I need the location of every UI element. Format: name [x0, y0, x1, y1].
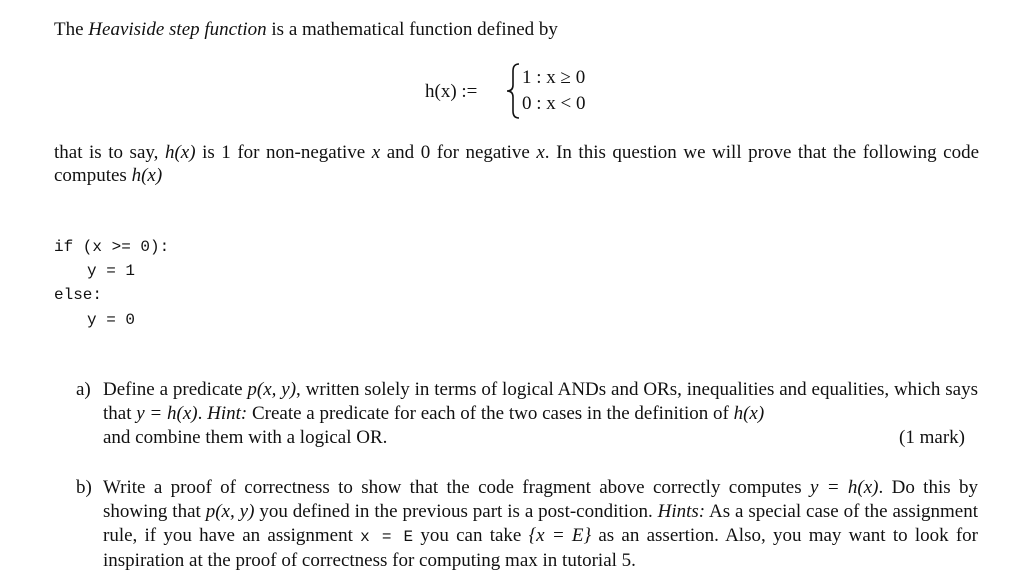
math-x: x	[536, 142, 545, 163]
math-assertion: {x = E}	[528, 525, 592, 546]
question-a-text-4: Create a predicate for each of the two cases in the definition of	[247, 403, 734, 424]
question-a-marks: (1 mark)	[899, 427, 965, 448]
explanation-text-1: that is to say,	[54, 142, 165, 163]
term-heaviside: Heaviside step function	[88, 19, 267, 40]
code-line-assign-0: y = 0	[87, 311, 136, 329]
math-y-equals-h-x: y = h(x)	[809, 477, 879, 498]
math-p-x-y: p(x, y)	[247, 379, 297, 400]
explanation-text-4: . In this question we will prove that the following code computes	[54, 142, 980, 186]
left-brace-icon	[505, 62, 521, 120]
question-a-text-2: , written solely in terms of logical ANDs and ORs, inequalities and equalities, which says that	[103, 379, 978, 424]
math-p-x-y: p(x, y)	[205, 501, 255, 522]
math-x: x	[371, 142, 381, 163]
question-a-text-5: and combine them with a logical OR.	[103, 427, 388, 448]
inline-code-assignment: x = E	[360, 528, 414, 546]
question-a-text-3: .	[197, 403, 208, 424]
question-a-last-line	[103, 426, 965, 450]
question-b-text-6: as an assertion. Also, you may want to look for inspiration at the proof of correctness for computing max in tutorial 5.	[103, 525, 979, 571]
code-line-else: else:	[54, 286, 103, 304]
piecewise-definition	[425, 62, 625, 120]
code-line-if: if (x >= 0):	[54, 238, 170, 256]
explanation-text-2: is 1 for non-negative	[195, 142, 372, 163]
math-h-x: h(x)	[164, 142, 196, 163]
question-a-text-1: Define a predicate	[103, 379, 248, 400]
intro-sentence	[54, 18, 558, 41]
explanation-paragraph	[54, 141, 979, 187]
definition-case-2: 0 : x < 0	[522, 93, 586, 114]
intro-text-1: The	[54, 19, 89, 40]
hints-label: Hints:	[657, 501, 706, 522]
question-b-text-1: Write a proof of correctness to show that the code fragment above correctly computes	[103, 477, 810, 498]
question-b-text-4: As a special case of the assignment rule, if you have an assignment	[103, 501, 978, 546]
question-b-body	[103, 476, 978, 573]
definition-lhs: h(x) :=	[425, 81, 478, 102]
explanation-text-3: and 0 for negative	[380, 142, 537, 163]
intro-text-2: is a mathematical function defined by	[266, 19, 558, 40]
question-b-text-5: you can take	[413, 525, 529, 546]
question-b-text-3: you defined in the previous part is a post-condition.	[254, 501, 658, 522]
math-y-equals-h-x: y = h(x)	[136, 403, 198, 424]
question-b-text-2: . Do this by showing that	[103, 477, 978, 522]
question-b-label: b)	[76, 477, 92, 498]
definition-case-1: 1 : x ≥ 0	[522, 67, 586, 88]
question-a-label: a)	[76, 379, 91, 400]
math-h-x: h(x)	[131, 165, 163, 186]
hint-label: Hint:	[207, 403, 248, 424]
math-h-x: h(x)	[733, 403, 765, 424]
code-line-assign-1: y = 1	[87, 262, 136, 280]
question-a-body	[103, 378, 978, 450]
